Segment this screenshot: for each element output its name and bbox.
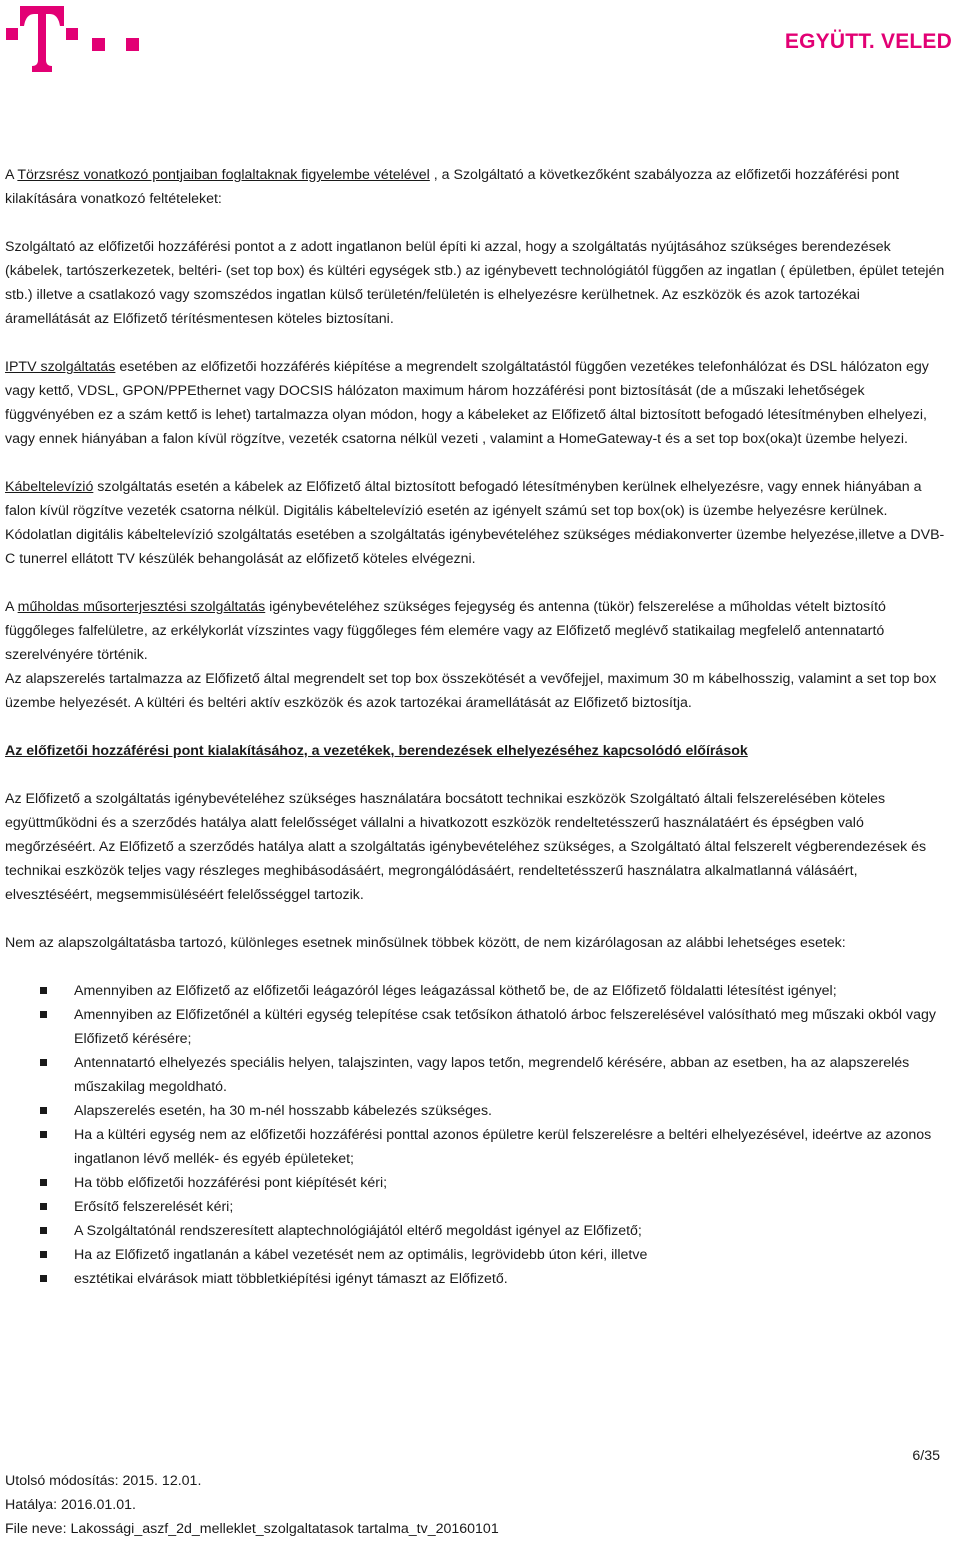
telekom-t-logo-icon (6, 6, 146, 76)
satellite-paragraph: A műholdas műsorterjesztési szolgáltatás igénybevételéhez szükséges fejegység és antenna (tükör) felszerelése a műholdas vételt biztosító függőleges falfelületre, az erkélykorlát vízszintes vagy függőleges fém elemére vagy az Előfizető meglévő statikailag megfelelő antennatartó szerelvényére történik. (5, 599, 886, 663)
footer-filename: File neve: Lakossági_aszf_2d_melleklet_szolgaltatasok tartalma_tv_20160101 (5, 1521, 499, 1537)
special-cases-list (5, 979, 945, 1291)
footer-modified: Utolsó módosítás: 2015. 12.01. (5, 1473, 202, 1489)
list-item: esztétikai elvárások miatt többletkiépítési igényt támaszt az Előfizető. (5, 1267, 945, 1291)
list-item: A Szolgáltatónál rendszeresített alaptechnológiájától eltérő megoldást igényel az Előfizető; (5, 1219, 945, 1243)
slogan: EGYÜTT. VELED (784, 30, 952, 53)
footer-effective: Hatálya: 2016.01.01. (5, 1497, 136, 1513)
iptv-paragraph: IPTV szolgáltatás esetében az előfizetői hozzáférés kiépítése a megrendelt szolgáltatástól függően vezetékes telefonhálózat és DSL hálózaton egy vagy kettő, VDSL, GPON/PPEthernet vagy DOCSIS hálózaton maximum három hozzáférési pont biztosítását (de a műszaki lehetőségek függvényében ez a szám kettő is lehet) tartalmazza olyan módon, hogy a kábeleket az Előfizető által biztosított befogadó létesítményben elhelyezi, vagy ennek hiányában a falon kívül rögzítve, vezeték csatorna nélkül vezeti , valamint a HomeGateway-t és a set top box(oka)t üzembe helyezi. (5, 359, 929, 447)
list-item: Amennyiben az Előfizető az előfizetői leágazóról léges leágazással köthető be, de az Előfizető földalatti létesítést igényel; (5, 979, 945, 1003)
list-item: Amennyiben az Előfizetőnél a kültéri egység telepítése csak tetősíkon áthatoló árboc felszerelésével valósítható meg műszaki okból vagy Előfizető kérésére; (5, 1003, 945, 1051)
digital-cable-paragraph: Kódolatlan digitális kábeltelevízió szolgáltatás esetében a szolgáltatás igénybevételéhez szükséges médiakonverter üzembe helyezése,illetve a DVB-C tunerrel ellátott TV készülék behangolását az előfizető köteles elvégezni. (5, 527, 945, 567)
satellite-term: műholdas műsorterjesztési szolgáltatás (17, 599, 266, 615)
cable-tv-paragraph: Kábeltelevízió szolgáltatás esetén a kábelek az Előfizető által biztosított befogadó létesítményben kerülnek elhelyezésre, vagy ennek hiányában a falon kívül rögzítve vezeték csatorna nélkül. Digitális kábeltelevízió esetén az igényelt számú set top box(ok) is üzembe helyezésre kerülnek. (5, 479, 922, 519)
intro-paragraph: A Törzsrész vonatkozó pontjaiban foglaltaknak figyelembe vételével , a Szolgáltató a következőként szabályozza az előfizetői hozzáférési pont kilakítására vonatkozó feltételeket: (5, 167, 900, 207)
document-body (5, 163, 945, 1291)
list-item: Ha az Előfizető ingatlanán a kábel vezetését nem az optimális, legrövidebb úton kéri, illetve (5, 1243, 945, 1267)
page-number: 6/35 (912, 1448, 940, 1464)
access-point-paragraph: Szolgáltató az előfizetői hozzáférési pontot a z adott ingatlanon belül építi ki azzal, hogy a szolgáltatás nyújtásához szükséges berendezések (kábelek, tartószerkezetek, beltéri- (set top box) és kültéri egységek stb.) az igénybevett technológiától függően az ingatlan ( épületben, épület tetején stb.) illetve a csatlakozó vagy szomszédos ingatlan külső területén/felületén is elhelyezésre kerülhetnek. Az eszközök és azok tartozékai áramellátását az Előfizető térítésmentesen köteles biztosítani. (5, 239, 945, 327)
list-item: Antennatartó elhelyezés speciális helyen, talajszinten, vagy lapos tetőn, megrendelő kérésére, abban az esetben, ha az alapszerelés műszakilag megoldható. (5, 1051, 945, 1099)
list-item: Erősítő felszerelését kéri; (5, 1195, 945, 1219)
section-heading: Az előfizetői hozzáférési pont kialakításához, a vezetékek, berendezések elhelyezéséhez kapcsolódó előírások (5, 743, 748, 759)
subscriber-duty-paragraph: Az Előfizető a szolgáltatás igénybevételéhez szükséges használatára bocsátott technikai eszközök Szolgáltató általi felszerelésében köteles együttműködni és a szerződés hatálya alatt felelősséget vállalni a hivatkozott eszközök rendeltetésszerű használatáért és épségben való megőrzéséért. Az Előfizető a szerződés hatálya alatt a szolgáltatás igénybevételéhez szükséges, a Szolgáltató által felszerelt végberendezések és technikai eszközök teljes vagy részleges meghibásodásáért, megrongálódásáért, rendeltetésszerű használatra alkalmatlanná válásáért, elvesztéséért, megsemmisüléséért felelősséggel tartozik. (5, 791, 927, 903)
torzsresz-reference: Törzsrész vonatkozó pontjaiban foglaltaknak figyelembe vételével (17, 167, 430, 183)
base-install-paragraph: Az alapszerelés tartalmazza az Előfizető által megrendelt set top box összekötését a vevőfejjel, maximum 30 m kábelhosszig, valamint a set top box üzembe helyezését. A kültéri és beltéri aktív eszközök és azok tartozékai áramellátását az Előfizető biztosítja. (5, 671, 937, 711)
list-item: Ha több előfizetői hozzáférési pont kiépítését kéri; (5, 1171, 945, 1195)
iptv-term: IPTV szolgáltatás (5, 359, 116, 375)
cable-tv-term: Kábeltelevízió (5, 479, 94, 495)
list-item: Ha a kültéri egység nem az előfizetői hozzáférési ponttal azonos épületre kerül felszerelésre a beltéri elhelyezésével, ideértve az azonos ingatlanon lévő mellék- és egyéb épületeket; (5, 1123, 945, 1171)
special-cases-paragraph: Nem az alapszolgáltatásba tartozó, különleges esetnek minősülnek többek között, de nem kizárólagosan az alábbi lehetséges esetek: (5, 935, 846, 951)
list-item: Alapszerelés esetén, ha 30 m-nél hosszabb kábelezés szükséges. (5, 1099, 945, 1123)
